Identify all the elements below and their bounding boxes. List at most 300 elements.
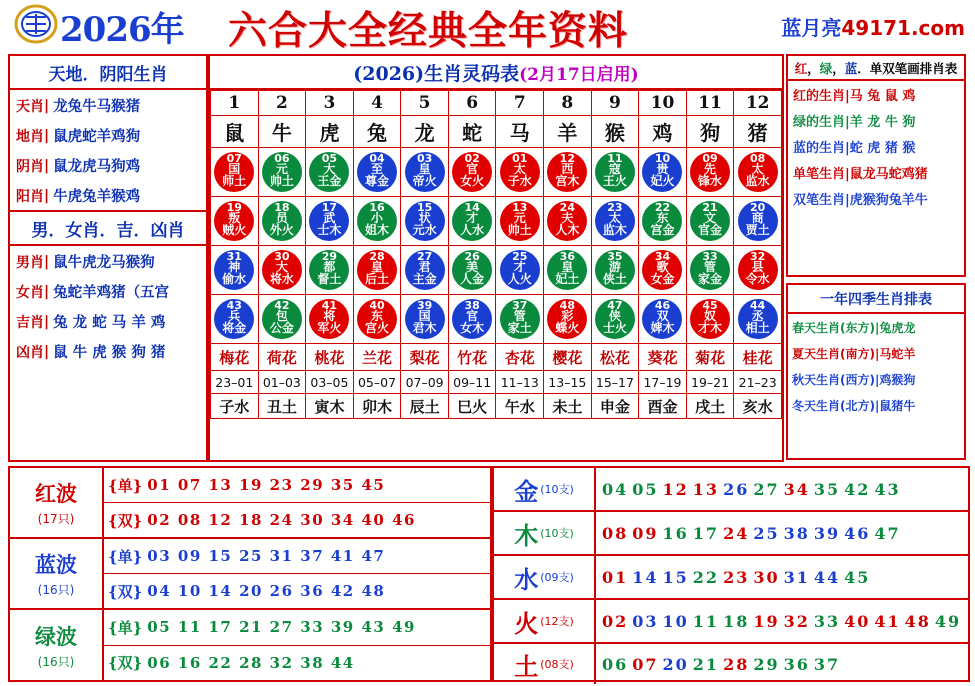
number-ball[interactable]: [262, 201, 302, 241]
element-numbers: [596, 612, 968, 631]
table-cell: [591, 197, 639, 246]
row-sep: |: [44, 157, 50, 174]
number-ball[interactable]: [642, 250, 682, 290]
ball-number: 30: [274, 250, 290, 263]
ball-number: 46: [654, 299, 671, 312]
element-number: 08: [602, 523, 629, 543]
row-key: 蓝的生肖: [793, 141, 846, 156]
ball-number: 48: [559, 299, 575, 312]
table-cell: 9: [591, 91, 639, 116]
ball-title-2: 才木: [698, 321, 723, 335]
table-cell: [448, 295, 496, 344]
number-ball[interactable]: [500, 299, 540, 339]
wave-line: [104, 610, 490, 645]
right-panel-title-2: 一年四季生肖排表: [788, 285, 964, 314]
ball-title-2: 妃土: [555, 272, 580, 286]
number-ball[interactable]: [500, 152, 540, 192]
table-cell: 19–21: [686, 371, 734, 394]
table-cell: 17–19: [639, 371, 687, 394]
number-ball[interactable]: [690, 299, 730, 339]
number-ball[interactable]: [214, 201, 254, 241]
table-cell: [591, 148, 639, 197]
ball-title-1: 神: [228, 260, 241, 274]
table-cell: [353, 246, 401, 295]
table-cell: 12: [734, 91, 782, 116]
table-cell: [639, 148, 687, 197]
number-ball[interactable]: [595, 250, 635, 290]
table-cell: [211, 148, 259, 197]
element-count: (12支): [540, 615, 574, 628]
element-number: 19: [753, 611, 780, 631]
ball-number: 12: [559, 152, 575, 165]
element-number: 14: [632, 567, 659, 587]
ball-number: 02: [464, 152, 480, 165]
ball-title-2: 女火: [460, 174, 485, 188]
table-cell: [306, 197, 354, 246]
ball-title-1: 国: [418, 309, 431, 323]
wave-label: 红波: [35, 481, 77, 506]
ball-title-2: 女金: [650, 272, 675, 286]
ball-title-1: 东: [656, 211, 669, 225]
left-panel-rows: [10, 90, 206, 210]
row-sep: |: [44, 97, 50, 114]
number-ball[interactable]: [405, 201, 445, 241]
element-number: 49: [934, 611, 962, 631]
ball-number: 03: [416, 152, 433, 165]
table-cell: [306, 295, 354, 344]
ball-title-1: 东: [371, 309, 384, 323]
ball-title-1: 太: [751, 162, 764, 176]
row-sep: |: [874, 399, 880, 413]
table-cell: 23–01: [211, 371, 259, 394]
ball-title-2: 宫木: [555, 174, 580, 188]
element-numbers: [596, 568, 968, 587]
number-ball[interactable]: [547, 152, 587, 192]
element-number: 38: [783, 523, 810, 543]
table-cell: [401, 197, 449, 246]
table-cell: 4: [353, 91, 401, 116]
ball-title-2: 将金: [222, 321, 247, 335]
number-ball[interactable]: [738, 201, 778, 241]
ball-title-1: 侠: [608, 309, 621, 323]
page-year: 2026年: [60, 10, 184, 50]
table-cell: [734, 295, 782, 344]
row-key: 阳肖: [16, 188, 44, 205]
ball-title-1: 小: [371, 211, 384, 225]
element-label: 火: [514, 608, 539, 638]
ball-number: 27: [416, 250, 433, 263]
table-cell: 虎: [306, 116, 354, 148]
row-sep: |: [44, 187, 50, 204]
number-ball[interactable]: [595, 299, 635, 339]
element-row: [494, 644, 968, 684]
element-number: 01: [602, 567, 629, 587]
wave-name: [10, 610, 104, 680]
table-cell: [639, 197, 687, 246]
element-number: 22: [692, 567, 720, 587]
table-cell: [686, 295, 734, 344]
ball-title-1: 国: [228, 162, 241, 176]
number-ball[interactable]: [690, 152, 730, 192]
wave-lines: [104, 468, 490, 537]
element-name: [494, 468, 596, 510]
number-ball[interactable]: [357, 250, 397, 290]
element-name: [494, 512, 596, 554]
row-key: 男肖: [16, 254, 44, 271]
table-row-balls: [211, 295, 782, 344]
element-label: 木: [514, 520, 539, 550]
table-cell: 7: [496, 91, 544, 116]
ball-title-1: 将: [323, 309, 336, 323]
number-ball[interactable]: [547, 201, 587, 241]
table-cell: 猪: [734, 116, 782, 148]
number-ball[interactable]: [452, 250, 492, 290]
element-count: (08支): [540, 658, 574, 671]
row-value: 羊 龙 牛 狗: [849, 115, 916, 130]
number-ball[interactable]: [738, 299, 778, 339]
table-cell: 午水: [496, 394, 544, 419]
ball-number: 36: [559, 250, 575, 263]
number-ball[interactable]: [214, 250, 254, 290]
element-number: 11: [692, 611, 720, 631]
row-key: 天肖: [16, 98, 44, 115]
table-cell: [258, 246, 306, 295]
brand-logo-icon: [14, 4, 58, 44]
ball-title-1: 官: [466, 309, 479, 323]
ball-number: 16: [369, 201, 385, 214]
row-value: 鸡猴狗: [879, 373, 916, 387]
list-item: [788, 133, 964, 159]
element-number: 41: [874, 611, 901, 631]
ball-title-2: 人金: [460, 272, 485, 286]
number-ball[interactable]: [309, 250, 349, 290]
row-sep: |: [845, 193, 850, 208]
table-cell: 戌土: [686, 394, 734, 419]
ball-title-2: 相土: [745, 321, 770, 335]
ball-title-2: 妃火: [650, 174, 675, 188]
ball-number: 13: [512, 201, 528, 214]
ball-title-1: 皇: [418, 162, 431, 176]
ball-title-1: 贵: [656, 162, 669, 176]
ball-title-1: 兵: [228, 309, 241, 323]
ball-title-2: 姐木: [365, 223, 390, 237]
row-key: 地肖: [16, 128, 44, 145]
element-number: 28: [723, 654, 750, 674]
ball-title-1: 美: [466, 260, 479, 274]
ball-title-1: 商: [751, 211, 764, 225]
ball-title-2: 宫金: [650, 223, 675, 237]
table-cell: [401, 148, 449, 197]
table-cell: [306, 246, 354, 295]
ball-title-2: 帅土: [269, 174, 294, 188]
number-ball[interactable]: [214, 299, 254, 339]
table-cell: 蛇: [448, 116, 496, 148]
ball-title-2: 官金: [698, 223, 723, 237]
number-ball[interactable]: [500, 201, 540, 241]
left-panel-rows-2: [10, 246, 206, 366]
ball-title-2: 监木: [602, 223, 627, 237]
table-cell: 2: [258, 91, 306, 116]
table-cell: 菊花: [686, 344, 734, 371]
table-cell: [544, 295, 592, 344]
number-ball[interactable]: [262, 299, 302, 339]
element-number: 23: [723, 567, 750, 587]
table-cell: [591, 246, 639, 295]
ball-number: 44: [750, 299, 766, 312]
row-key: 双笔生肖: [793, 193, 846, 208]
element-row: [494, 468, 968, 512]
number-ball[interactable]: [452, 299, 492, 339]
number-ball[interactable]: [738, 250, 778, 290]
row-sep: |: [845, 115, 850, 130]
table-cell: 丑土: [258, 394, 306, 419]
number-ball[interactable]: [262, 250, 302, 290]
row-value: 鼠虎蛇羊鸡狗: [53, 129, 141, 145]
wave-line: [104, 502, 490, 537]
table-cell: 辰土: [401, 394, 449, 419]
ball-number: 10: [654, 152, 671, 165]
number-ball[interactable]: [547, 299, 587, 339]
table-cell: 01–03: [258, 371, 306, 394]
row-sep: |: [44, 313, 50, 330]
number-ball[interactable]: [547, 250, 587, 290]
number-ball[interactable]: [690, 250, 730, 290]
number-ball[interactable]: [309, 299, 349, 339]
ball-number: 07: [226, 152, 242, 165]
table-cell: [734, 148, 782, 197]
number-ball[interactable]: [690, 201, 730, 241]
color-stroke-table: [786, 54, 966, 277]
table-cell: 葵花: [639, 344, 687, 371]
row-value: 鼠猪牛: [879, 399, 916, 413]
table-cell: [258, 295, 306, 344]
row-sep: |: [44, 283, 50, 300]
table-cell: 松花: [591, 344, 639, 371]
wave-row: [10, 468, 490, 539]
ball-title-1: 丞: [751, 309, 764, 323]
number-ball[interactable]: [405, 250, 445, 290]
row-value: 兔 龙 蛇 马 羊 鸡: [53, 315, 166, 331]
left-panel: [8, 54, 208, 462]
element-count: (10支): [540, 527, 574, 540]
row-sep: |: [44, 343, 50, 360]
ball-title-1: 夫: [561, 211, 574, 225]
row-sep: |: [845, 141, 850, 156]
ball-title-2: 侠土: [602, 272, 627, 286]
right-panel-title: 红，绿，蓝．单双笔画排肖表: [788, 56, 964, 81]
element-label: 水: [514, 564, 539, 594]
ball-title-1: 元: [513, 211, 526, 225]
element-number: 15: [662, 567, 689, 587]
table-cell: [353, 295, 401, 344]
ball-number: 45: [702, 299, 718, 312]
wave-count: (16只): [37, 583, 75, 597]
table-cell: 梨花: [401, 344, 449, 371]
list-item: [788, 314, 964, 340]
element-name: [494, 600, 596, 642]
table-cell: 6: [448, 91, 496, 116]
element-row: [494, 556, 968, 600]
ball-title-1: 奴: [704, 309, 717, 323]
ball-number: 21: [702, 201, 718, 214]
ball-number: 20: [750, 201, 766, 214]
ball-number: 08: [750, 152, 766, 165]
list-item: [788, 81, 964, 107]
number-ball[interactable]: [595, 201, 635, 241]
number-ball[interactable]: [642, 299, 682, 339]
ball-title-2: 帝火: [412, 174, 437, 188]
number-ball[interactable]: [262, 152, 302, 192]
table-cell: 梅花: [211, 344, 259, 371]
ball-number: 47: [607, 299, 623, 312]
ball-title-1: 太: [513, 162, 526, 176]
row-value: 蛇 虎 猪 猴: [849, 141, 916, 156]
wave-row: [10, 610, 490, 680]
row-sep: |: [845, 89, 850, 104]
ball-title-2: 女木: [460, 321, 485, 335]
row-value: 鼠龙虎马狗鸡: [53, 159, 141, 175]
row-value: 马蛇羊: [879, 347, 916, 361]
ball-title-2: 后土: [365, 272, 390, 286]
element-numbers: [596, 524, 968, 543]
table-cell: 兰花: [353, 344, 401, 371]
row-value: 虎猴狗兔羊牛: [849, 193, 928, 208]
table-row-flowers: [211, 344, 782, 371]
ball-number: 34: [654, 250, 671, 263]
list-item: [788, 366, 964, 392]
ball-title-1: 西: [561, 162, 574, 176]
table-cell: 10: [639, 91, 687, 116]
center-title-main: (2026)生肖灵码表: [353, 63, 520, 85]
ball-title-1: 才: [466, 211, 479, 225]
center-title: [210, 56, 782, 90]
number-ball[interactable]: [500, 250, 540, 290]
row-sep: |: [874, 321, 880, 335]
table-cell: 05–07: [353, 371, 401, 394]
ball-title-2: 家金: [698, 272, 723, 286]
page-title: 六合大全经典全年资料: [228, 8, 629, 54]
row-value: 龙兔牛马猴猪: [53, 99, 141, 115]
wave-line: [104, 468, 490, 502]
ball-number: 29: [321, 250, 338, 263]
row-value: 牛虎兔羊猴鸡: [53, 189, 141, 205]
row-key: 冬天生肖(北方): [792, 399, 875, 413]
ball-number: 40: [369, 299, 385, 312]
ball-title-1: 游: [608, 260, 621, 274]
table-cell: 牛: [258, 116, 306, 148]
left-panel-title-2: 男．女肖．吉．凶肖: [10, 212, 206, 246]
number-ball[interactable]: [309, 152, 349, 192]
row-value: 兔蛇羊鸡猪（五宫: [53, 285, 170, 301]
number-ball[interactable]: [452, 201, 492, 241]
ball-title-2: 锋水: [698, 174, 723, 188]
wave-line: [104, 573, 490, 608]
ball-title-2: 尊金: [365, 174, 390, 188]
list-item: [788, 392, 964, 418]
element-number: 46: [844, 523, 871, 543]
element-label: 土: [514, 651, 539, 681]
ball-title-2: 婢木: [650, 321, 675, 335]
ball-title-2: 君木: [412, 321, 437, 335]
row-key: 吉肖: [16, 314, 44, 331]
site-watermark: [781, 12, 965, 41]
element-number: 30: [753, 567, 780, 587]
list-item: [10, 180, 206, 210]
element-row: [494, 512, 968, 556]
list-item: [10, 276, 206, 306]
table-row-hours: [211, 371, 782, 394]
wave-numbers: 06 16 22 28 32 38 44: [147, 653, 355, 672]
table-cell: 卯木: [353, 394, 401, 419]
number-ball[interactable]: [642, 152, 682, 192]
table-row-numbers: [211, 91, 782, 116]
wave-numbers: 03 09 15 25 31 37 41 47: [147, 547, 386, 565]
table-cell: 竹花: [448, 344, 496, 371]
ball-number: 04: [369, 152, 385, 165]
ball-title-2: 偷水: [222, 272, 247, 286]
row-value: 鼠牛虎龙马猴狗: [53, 255, 155, 271]
wave-lines: [104, 539, 490, 608]
ball-number: 18: [274, 201, 290, 214]
element-number: 29: [753, 654, 780, 674]
ball-title-2: 公金: [269, 321, 294, 335]
table-cell: 亥水: [734, 394, 782, 419]
number-ball[interactable]: [595, 152, 635, 192]
table-cell: 寅木: [306, 394, 354, 419]
number-ball[interactable]: [309, 201, 349, 241]
element-number: 03: [632, 611, 659, 631]
number-ball[interactable]: [738, 152, 778, 192]
table-cell: 11–13: [496, 371, 544, 394]
ball-title-1: 太: [608, 211, 621, 225]
parity-label: {双}: [108, 654, 143, 673]
table-cell: [353, 148, 401, 197]
zodiac-code-table: [210, 90, 782, 419]
number-ball[interactable]: [642, 201, 682, 241]
number-ball[interactable]: [405, 152, 445, 192]
ball-title-1: 寇: [608, 162, 621, 176]
head-rest: ．单双笔画排肖表: [857, 61, 958, 76]
list-item: [10, 246, 206, 276]
ball-title-1: 至: [371, 162, 384, 176]
element-number: 21: [692, 654, 720, 674]
table-cell: [401, 246, 449, 295]
head-green: 绿: [819, 61, 833, 76]
ball-title-1: 都: [323, 260, 336, 274]
list-item: [10, 120, 206, 150]
ball-number: 15: [416, 201, 433, 214]
ball-title-1: 歌: [656, 260, 669, 274]
ball-title-1: 县: [751, 260, 764, 274]
wave-count: (16只): [37, 654, 75, 669]
ball-title-1: 文: [704, 211, 717, 225]
table-cell: 13–15: [544, 371, 592, 394]
ball-number: 39: [416, 299, 433, 312]
table-cell: 兔: [353, 116, 401, 148]
number-ball[interactable]: [214, 152, 254, 192]
row-key: 女肖: [16, 284, 44, 301]
element-number: 31: [783, 567, 810, 587]
number-ball[interactable]: [357, 152, 397, 192]
element-number: 35: [813, 479, 841, 499]
row-sep: |: [44, 127, 50, 144]
head-red: 红: [794, 61, 808, 76]
number-ball[interactable]: [357, 201, 397, 241]
number-ball[interactable]: [357, 299, 397, 339]
table-cell: 8: [544, 91, 592, 116]
number-ball[interactable]: [452, 152, 492, 192]
number-ball[interactable]: [405, 299, 445, 339]
